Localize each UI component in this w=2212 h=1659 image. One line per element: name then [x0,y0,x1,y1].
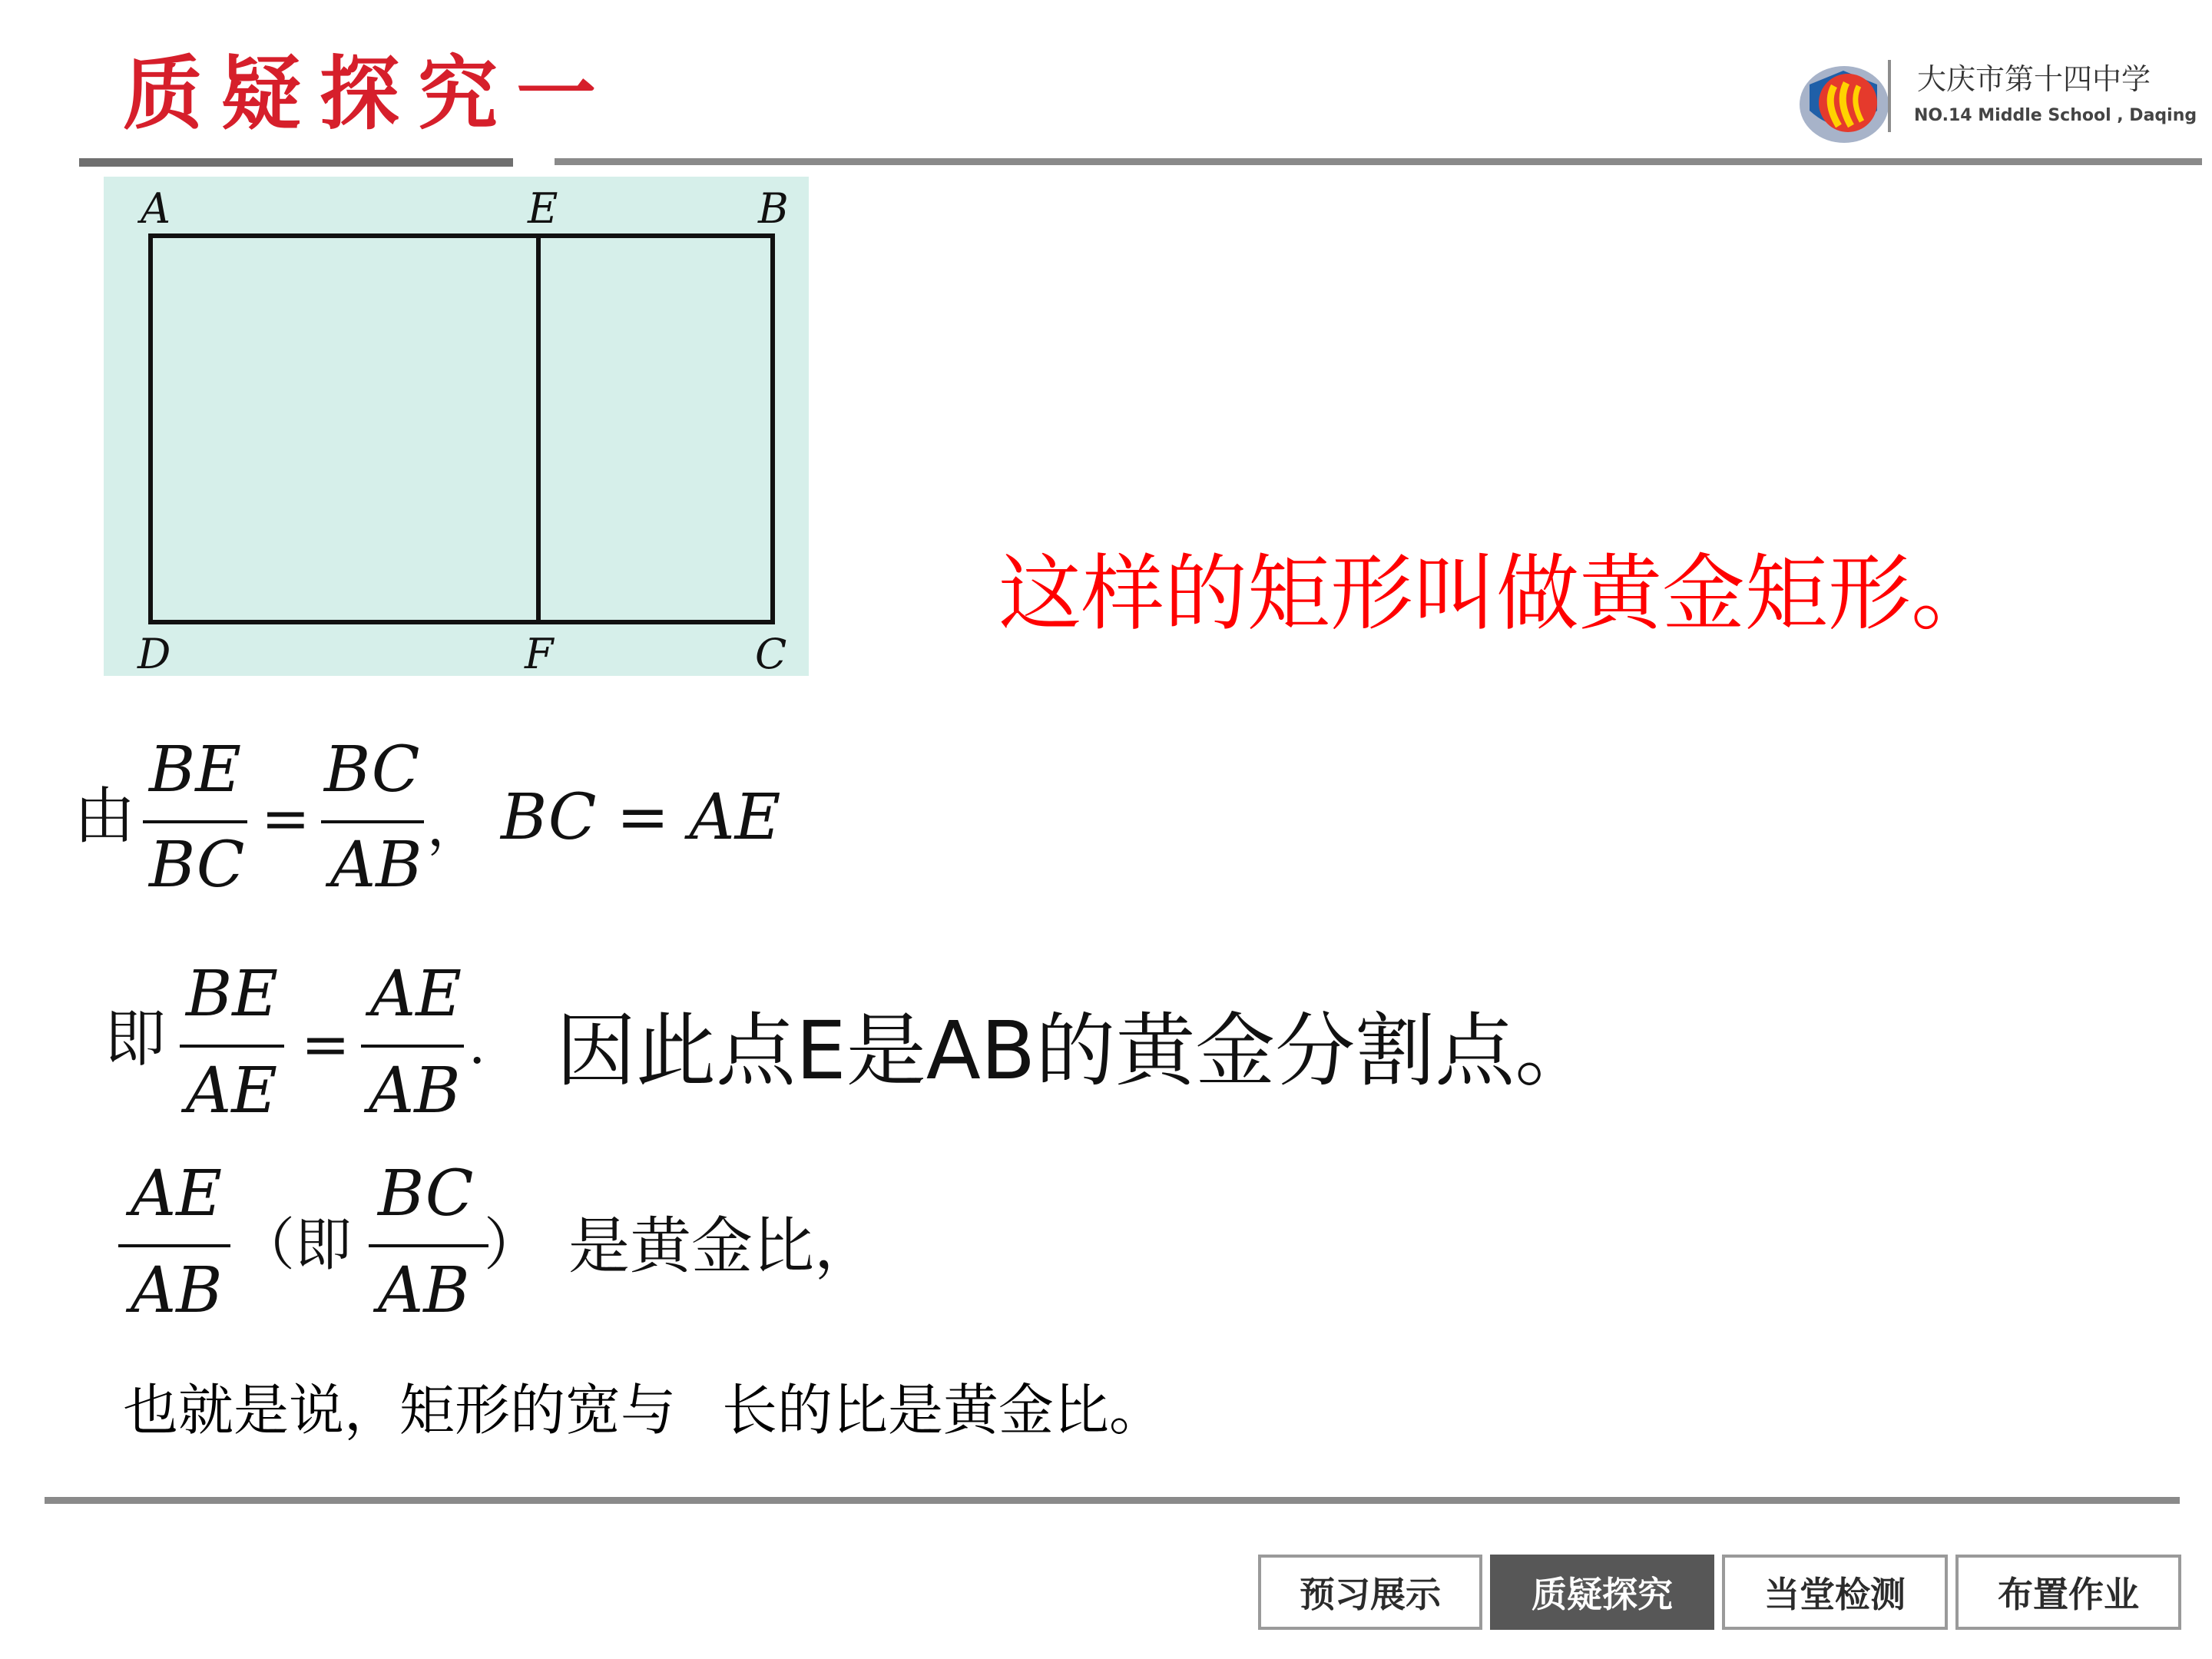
paren-open-ji: （即 [238,1212,352,1278]
golden-ratio-text: 是黄金比， [568,1210,876,1282]
comma: ， [427,795,481,858]
school-name-cn: 大庆市第十四中学 [1917,62,2151,96]
label-c: C [755,630,787,676]
equals-sign: = [261,784,310,853]
equals-sign-2: = [301,1010,350,1078]
fraction5-denominator: AB [131,1254,223,1327]
width-length-ratio-sentence [123,1378,1165,1442]
nav-button-preview[interactable]: 预习展示 [1258,1555,1482,1630]
label-b: B [758,184,789,233]
nav-button-inquiry[interactable]: 质疑探究 [1490,1555,1714,1630]
golden-rectangle-figure [104,177,809,676]
bc-equals-ae: BC = AE [501,781,781,854]
paren-close: ） [484,1212,541,1278]
fraction6-numerator: BC [378,1157,474,1230]
prefix-you: 由 [74,780,135,852]
fraction6-denominator: AB [378,1254,470,1327]
header-divider-long [555,158,2202,165]
fraction4-denominator: AB [369,1055,461,1128]
header-divider-short [79,158,513,167]
logo-divider [1888,60,1891,132]
label-a: A [141,184,171,233]
school-logo-icon [1794,55,1894,146]
derivation-line-3 [115,1152,1037,1336]
fraction1-numerator: BE [149,733,242,806]
fraction2-numerator: BC [324,733,420,806]
derivation-line-2 [100,952,1636,1137]
fraction3-denominator: AE [186,1055,278,1128]
sentence-part-1: 也就是说，矩形的宽与 [123,1378,677,1442]
nav-button-classroom-test[interactable]: 当堂检测 [1722,1555,1948,1630]
fraction5-numerator: AE [131,1157,223,1230]
fraction2-denominator: AB [330,829,422,902]
golden-rectangle-statement: 这样的矩形叫做黄金矩形。 [998,546,1995,642]
period: . [469,1013,486,1076]
nav-button-homework[interactable]: 布置作业 [1955,1555,2181,1630]
label-e: E [528,184,558,233]
label-d: D [137,630,171,676]
page-title: 质疑探究一 [123,47,615,141]
golden-section-conclusion: 因此点E是AB的黄金分割点。 [556,1004,1595,1098]
derivation-line-1 [69,730,806,914]
sentence-part-2: 长的比是黄金比。 [722,1378,1165,1442]
fraction3-numerator: BE [186,958,279,1031]
fraction1-denominator: BC [149,829,245,902]
figure-background [104,177,809,676]
label-f: F [525,630,554,676]
fraction4-numerator: AE [370,958,462,1031]
school-name-en: NO.14 Middle School , Daqing [1914,106,2197,125]
prefix-ji: 即 [104,1003,166,1075]
footer-divider [45,1497,2180,1504]
